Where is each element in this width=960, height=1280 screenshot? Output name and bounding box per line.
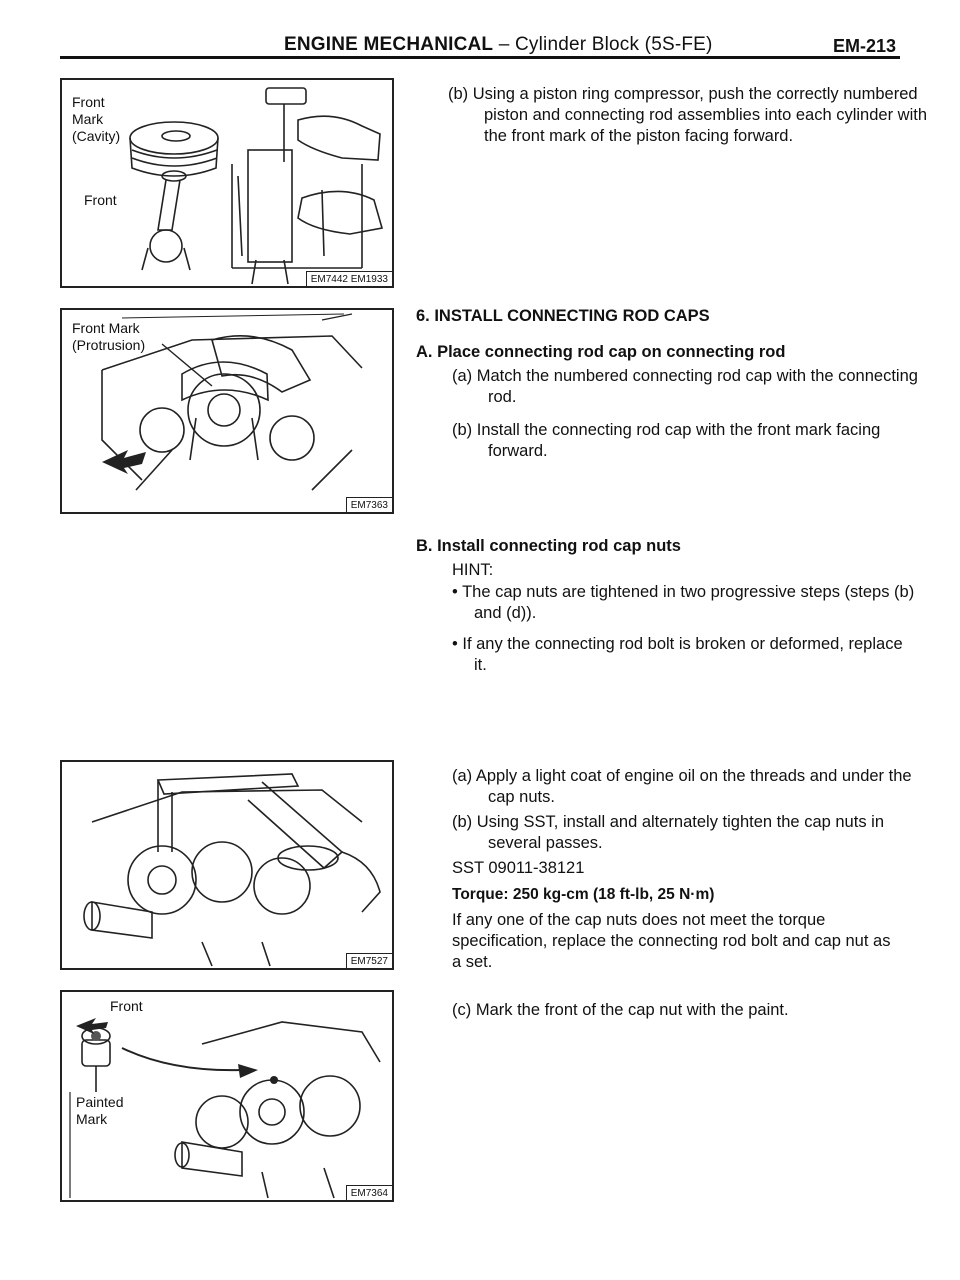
sst-number: SST 09011-38121 xyxy=(452,859,585,877)
label-cavity: (Cavity) xyxy=(72,128,121,144)
substep-a-b: (b) Install the connecting rod cap with the front mark facing forward. xyxy=(452,421,881,460)
substep-a-a: (a) Match the numbered connecting rod cap with the connecting rod. xyxy=(452,367,918,406)
hint-bullet-2: • If any the connecting rod bolt is broken or deformed, replace it. xyxy=(452,635,903,674)
figure-label-front-mark xyxy=(72,94,120,145)
figure-label-front: Front xyxy=(110,998,143,1014)
figure-label-painted-mark xyxy=(76,1094,123,1128)
figure-label-front-mark-protrusion xyxy=(72,320,145,354)
substep-a-heading: A. Place connecting rod cap on connecting rod xyxy=(416,343,786,361)
label-mark: Mark xyxy=(76,1111,108,1127)
figure-code: EM7364 xyxy=(346,1185,392,1200)
figure-rod-cap-front-mark xyxy=(60,308,394,514)
header-title xyxy=(284,34,713,56)
figure-piston-insertion xyxy=(60,78,394,288)
hint-label: HINT: xyxy=(452,561,494,579)
header-title-rest: – Cylinder Block (5S-FE) xyxy=(493,34,713,55)
figure-painted-mark xyxy=(60,990,394,1202)
header-rule xyxy=(60,56,900,59)
figure-code: EM7363 xyxy=(346,497,392,512)
label-front: Front xyxy=(72,94,105,110)
torque-spec: Torque: 250 kg-cm (18 ft-lb, 25 N·m) xyxy=(452,886,715,903)
hint-bullet-1: • The cap nuts are tightened in two progressive steps (steps (b) and (d)). xyxy=(452,583,915,622)
substep-b-heading: B. Install connecting rod cap nuts xyxy=(416,537,681,555)
section-6-heading: 6. INSTALL CONNECTING ROD CAPS xyxy=(416,307,710,325)
header-title-bold: ENGINE MECHANICAL xyxy=(284,34,494,55)
label-front-mark: Front Mark xyxy=(72,320,140,336)
step-b-sst: (b) Using SST, install and alternately tighten the cap nuts in several passes. xyxy=(452,813,884,852)
step-b-piston: (b) Using a piston ring compressor, push the correctly numbered piston and connecting rod assemblies into each cylinder with the front mark of the piston facing forward. xyxy=(448,85,928,145)
step-c-paint: (c) Mark the front of the cap nut with the paint. xyxy=(452,1001,789,1019)
torque-note: If any one of the cap nuts does not meet the torque specification, replace the connecting rod bolt and cap nut as a set. xyxy=(452,911,891,971)
figure-sst-tightening xyxy=(60,760,394,970)
label-protrusion: (Protrusion) xyxy=(72,337,146,353)
page-number: EM-213 xyxy=(832,36,896,56)
label-mark: Mark xyxy=(72,111,104,127)
illustration-sst-wrench xyxy=(62,762,392,968)
label-painted: Painted xyxy=(76,1094,124,1110)
figure-label-front: Front xyxy=(84,192,117,208)
page-header xyxy=(60,28,900,58)
figure-code: EM7442 EM1933 xyxy=(306,271,392,286)
figure-code: EM7527 xyxy=(346,953,392,968)
step-a-oil: (a) Apply a light coat of engine oil on the threads and under the cap nuts. xyxy=(452,767,912,806)
